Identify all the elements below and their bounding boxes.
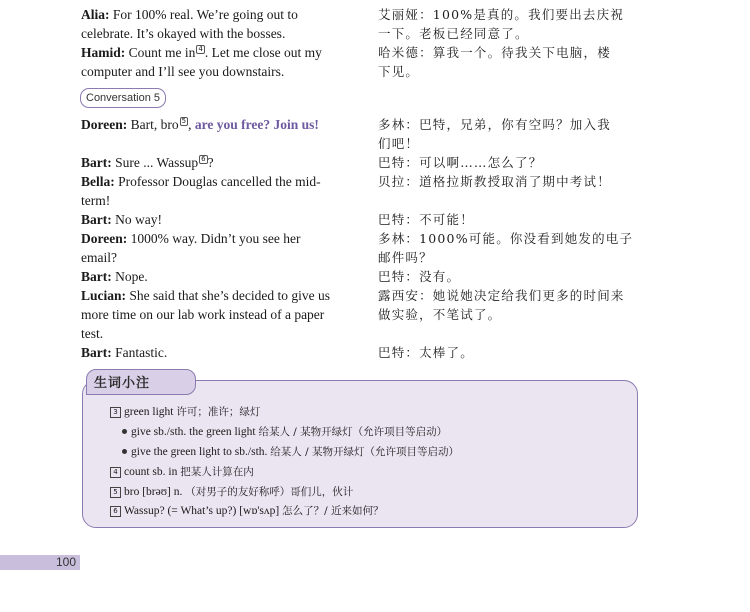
note-entry [110, 503, 383, 518]
note-number: 6 [110, 506, 121, 517]
translation-line: 艾丽娅：100%是真的。我们要出去庆祝 [378, 7, 625, 22]
note-marker: 6 [201, 155, 206, 163]
dialogue-text: For 100% real. We’re going out to [112, 7, 298, 22]
dialogue-line [81, 286, 349, 306]
translation-line: 下见。 [378, 64, 420, 79]
note-term: count sb. in [124, 466, 178, 478]
speaker-name: Bart: [81, 269, 112, 284]
dialogue-text: Count me in [128, 45, 196, 60]
dialogue-text: celebrate. It’s okayed with the bosses. [81, 26, 286, 41]
dialogue-line [81, 43, 349, 63]
dialogue-line [81, 267, 349, 287]
speaker-name: Lucian: [81, 288, 127, 303]
dialogue-text: . Let me close out my [204, 45, 322, 60]
dialogue-text: test. [81, 326, 104, 341]
translation-line: 巴特：不可能！ [378, 212, 474, 227]
dialogue-text: more time on our lab work instead of a paper [81, 307, 325, 322]
note-term: green light [124, 406, 174, 418]
dialogue-text: , [188, 117, 195, 132]
speaker-name: Bart: [81, 155, 112, 170]
translation-line: 邮件吗？ [378, 250, 433, 265]
dialogue-line [81, 210, 349, 230]
note-term: give sb./sth. the green light [131, 426, 256, 438]
note-term: bro [brəʊ] n. [124, 486, 183, 498]
dialogue-line [81, 229, 349, 249]
note-marker: 4 [198, 45, 203, 53]
dialogue-line [81, 62, 349, 82]
page-number: 100 [56, 555, 77, 569]
dialogue-text: 1000% way. Didn’t you see her [130, 231, 301, 246]
note-entry [110, 404, 260, 419]
dialogue-text: Nope. [115, 269, 148, 284]
dialogue-text: Professor Douglas cancelled the mid- [118, 174, 321, 189]
dialogue-text: term! [81, 193, 111, 208]
translation-line: 们吧！ [378, 136, 420, 151]
speaker-name: Bart: [81, 345, 112, 360]
dialogue-text: She said that she’s decided to give us [129, 288, 330, 303]
translation-line: 做实验，不笔试了。 [378, 307, 502, 322]
note-term: give the green light to sb./sth. [131, 446, 268, 458]
bullet-icon [122, 429, 127, 434]
note-definition: 把某人计算在内 [180, 466, 254, 478]
speaker-name: Hamid: [81, 45, 126, 60]
note-definition: 给某人 / 某物开绿灯（允许项目等启动） [258, 426, 448, 438]
speaker-name: Bella: [81, 174, 115, 189]
note-number: 3 [110, 407, 121, 418]
dialogue-line [81, 5, 349, 25]
dialogue-line [81, 248, 349, 268]
note-entry [110, 444, 459, 459]
translation-line: 哈米德：算我一个。待我关下电脑，楼 [378, 45, 611, 60]
dialogue-line [81, 24, 349, 44]
dialogue-line [81, 305, 349, 325]
notes-title: 生词小注 [94, 376, 151, 391]
speaker-name: Doreen: [81, 231, 128, 246]
translation-line: 露西安：她说她决定给我们更多的时间来 [378, 288, 625, 303]
translation-line: 巴特：没有。 [378, 269, 461, 284]
translation-line: 一下。老板已经同意了。 [378, 26, 529, 41]
conversation-tag: Conversation 5 [80, 88, 166, 108]
note-term: Wassup? (= What’s up?) [wɒ'sʌp] [124, 505, 280, 517]
note-entry [110, 484, 353, 499]
note-definition: 怎么了？/ 近来如何？ [282, 505, 384, 517]
speaker-name: Bart: [81, 212, 112, 227]
speaker-name: Alia: [81, 7, 110, 22]
dialogue-text: computer and I’ll see you downstairs. [81, 64, 285, 79]
speaker-name: Doreen: [81, 117, 128, 132]
translation-line: 巴特：太棒了。 [378, 345, 474, 360]
dialogue-text: Bart, bro [130, 117, 179, 132]
dialogue-line [81, 172, 349, 192]
dialogue-line [81, 343, 349, 363]
note-definition: （对男子的友好称呼）哥们儿，伙计 [185, 486, 354, 498]
highlighted-phrase: are you free? Join us! [194, 117, 319, 132]
dialogue-line [81, 115, 349, 135]
note-definition: 许可；准许；绿灯 [176, 406, 261, 418]
bullet-icon [122, 449, 127, 454]
dialogue-text: Sure ... Wassup [115, 155, 199, 170]
translation-line: 多林：巴特，兄弟，你有空吗？加入我 [378, 117, 611, 132]
dialogue-text: No way! [115, 212, 162, 227]
dialogue-line [81, 324, 349, 344]
dialogue-text: ? [207, 155, 214, 170]
dialogue-text: Fantastic. [115, 345, 168, 360]
translation-line: 多林：1000%可能。你没看到她发的电子 [378, 231, 634, 246]
note-definition: 给某人 / 某物开绿灯（允许项目等启动） [270, 446, 459, 458]
note-marker: 5 [181, 117, 187, 125]
dialogue-line [81, 153, 349, 173]
note-entry [110, 464, 254, 479]
note-entry [110, 424, 447, 439]
dialogue-line [81, 191, 349, 211]
translation-line: 巴特：可以啊……怎么了？ [378, 155, 543, 170]
translation-line: 贝拉：道格拉斯教授取消了期中考试！ [378, 174, 611, 189]
note-number: 4 [110, 467, 121, 478]
dialogue-text: email? [81, 250, 117, 265]
note-number: 5 [110, 487, 121, 498]
